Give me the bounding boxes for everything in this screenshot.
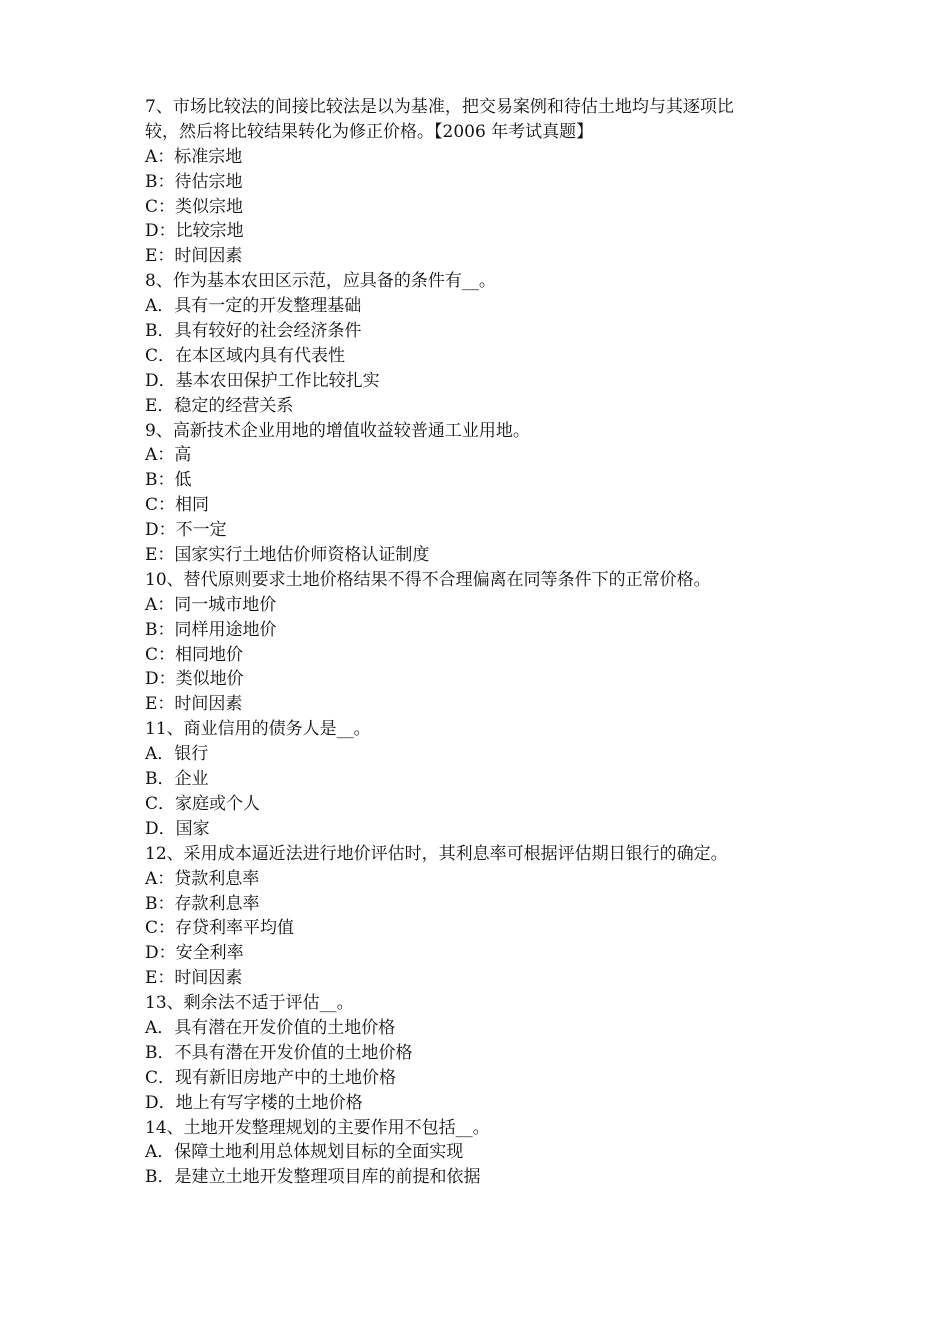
question-stem: 较，然后将比较结果转化为修正价格。【2006 年考试真题】	[145, 121, 594, 142]
question-stem: 8、作为基本农田区示范，应具备的条件有__。	[145, 271, 496, 292]
option-c: C．家庭或个人	[145, 793, 261, 814]
option-e: E．稳定的经营关系	[145, 395, 294, 416]
question-stem: 12、采用成本逼近法进行地价评估时，其利息率可根据评估期日银行的确定。	[145, 843, 728, 864]
option-a: A：同一城市地价	[145, 594, 277, 615]
option-e: E：时间因素	[145, 694, 243, 715]
option-c: C．在本区域内具有代表性	[145, 345, 346, 366]
option-d: D：安全利率	[145, 943, 244, 964]
question-stem: 14、土地开发整理规划的主要作用不包括__。	[145, 1117, 490, 1138]
question-7	[145, 95, 825, 269]
option-e: E：时间因素	[145, 968, 243, 989]
option-b: B．不具有潜在开发价值的土地价格	[145, 1042, 413, 1063]
option-a: A：高	[145, 445, 192, 466]
question-11	[145, 717, 825, 841]
option-d: D：不一定	[145, 520, 227, 541]
option-e: E：国家实行土地估价师资格认证制度	[145, 545, 430, 566]
option-c: C：类似宗地	[145, 196, 244, 217]
option-b: B．具有较好的社会经济条件	[145, 321, 362, 342]
option-b: B．企业	[145, 769, 209, 790]
option-a: A．银行	[145, 744, 209, 765]
option-a: A：贷款利息率	[145, 868, 260, 889]
question-13	[145, 991, 825, 1115]
option-e: E：时间因素	[145, 246, 243, 267]
option-a: A．具有潜在开发价值的土地价格	[145, 1017, 396, 1038]
question-stem: 11、商业信用的债务人是__。	[145, 719, 371, 740]
option-b: B．是建立土地开发整理项目库的前提和依据	[145, 1167, 481, 1188]
question-14	[145, 1116, 825, 1191]
option-c: C．现有新旧房地产中的土地价格	[145, 1067, 397, 1088]
question-9	[145, 419, 825, 568]
document-page	[145, 95, 825, 1190]
option-b: B：低	[145, 470, 192, 491]
question-10	[145, 568, 825, 717]
option-b: B：存款利息率	[145, 893, 260, 914]
option-c: C：相同	[145, 495, 210, 516]
question-stem: 9、高新技术企业用地的增值收益较普通工业用地。	[145, 420, 530, 441]
option-d: D：比较宗地	[145, 221, 244, 242]
option-c: C：存贷利率平均值	[145, 918, 295, 939]
option-b: B：待估宗地	[145, 171, 243, 192]
option-d: D：类似地价	[145, 669, 244, 690]
question-stem: 13、剩余法不适于评估__。	[145, 993, 354, 1014]
option-a: A．具有一定的开发整理基础	[145, 296, 362, 317]
option-d: D．地上有写字楼的土地价格	[145, 1092, 363, 1113]
question-12	[145, 842, 825, 991]
question-stem: 7、市场比较法的间接比较法是以为基准，把交易案例和待估土地均与其逐项比	[145, 97, 734, 117]
option-d: D．国家	[145, 818, 210, 839]
option-a: A．保障土地利用总体规划目标的全面实现	[145, 1142, 464, 1163]
question-8	[145, 269, 825, 418]
option-b: B：同样用途地价	[145, 619, 277, 640]
option-a: A：标准宗地	[145, 146, 243, 167]
question-stem: 10、替代原则要求土地价格结果不得不合理偏离在同等条件下的正常价格。	[145, 569, 711, 590]
option-d: D．基本农田保护工作比较扎实	[145, 370, 380, 391]
option-c: C：相同地价	[145, 644, 244, 665]
